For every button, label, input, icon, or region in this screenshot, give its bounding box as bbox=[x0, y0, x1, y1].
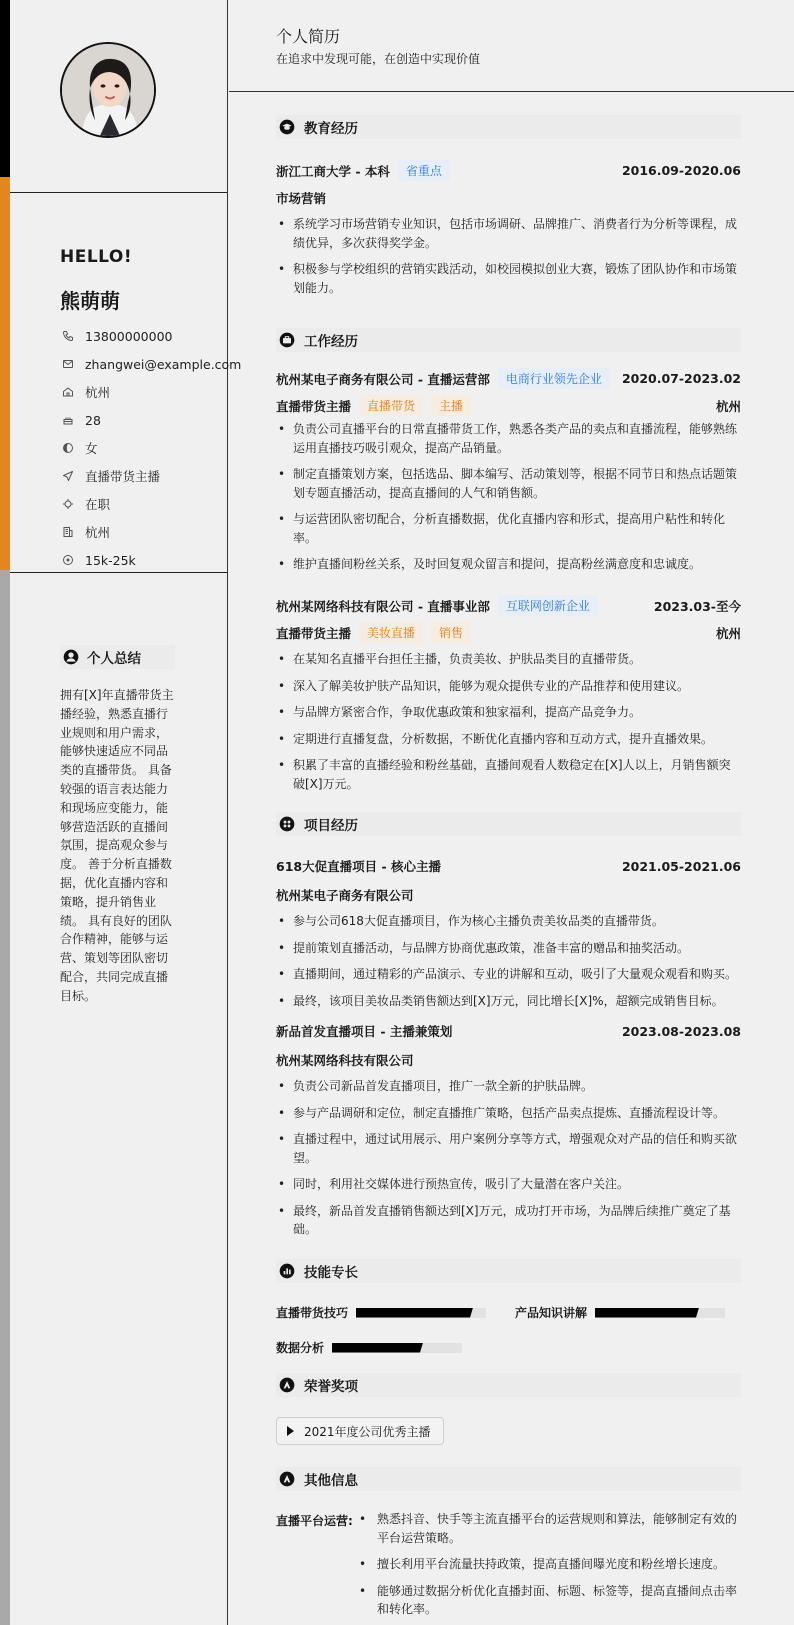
job-1-role-row bbox=[276, 395, 741, 416]
education-title: 教育经历 bbox=[304, 121, 358, 137]
page-title: 个人简历 bbox=[276, 27, 341, 46]
info-age bbox=[60, 406, 241, 434]
job-1-tag: 主播 bbox=[431, 395, 471, 416]
info-phone-text: 13800000000 bbox=[85, 328, 173, 344]
info-city bbox=[60, 378, 241, 406]
education-tag: 省重点 bbox=[398, 160, 450, 181]
briefcase-icon bbox=[279, 332, 295, 348]
job-1-company: 杭州某电子商务有限公司 - 直播运营部 bbox=[276, 371, 490, 387]
list-item: • 负责公司新品首发直播项目，推广一款全新的护肤品牌。 bbox=[276, 1077, 741, 1096]
info-work-city bbox=[60, 518, 241, 546]
list-item: • 参与公司618大促直播项目，作为核心主播负责美妆品类的直播带货。 bbox=[276, 912, 741, 931]
skills-title: 技能专长 bbox=[304, 1265, 358, 1281]
other-label: 直播平台运营: bbox=[276, 1514, 353, 1528]
list-item: • 擅长利用平台流量扶持政策，提高直播间曝光度和粉丝增长速度。 bbox=[357, 1555, 741, 1574]
list-item: • 最终，新品首发直播销售额达到[X]万元，成功打开市场，为品牌后续推广奠定了基础。 bbox=[276, 1202, 741, 1239]
education-date: 2016.09-2020.06 bbox=[621, 163, 741, 178]
info-email-text: zhangwei@example.com bbox=[85, 356, 242, 372]
list-item: • 直播期间，通过精彩的产品演示、专业的讲解和互动，吸引了大量观众观看和购买。 bbox=[276, 965, 741, 984]
list-item: • 与运营团队密切配合，分析直播数据，优化直播内容和形式，提高用户粘性和转化率。 bbox=[276, 510, 741, 547]
list-item: • 维护直播间粉丝关系，及时回复观众留言和提问，提高粉丝满意度和忠诚度。 bbox=[276, 555, 741, 574]
honors-heading bbox=[276, 1373, 741, 1397]
skill-bar-fill bbox=[332, 1343, 423, 1353]
skill-item bbox=[276, 1339, 462, 1356]
award-icon bbox=[279, 1377, 295, 1393]
skill-bar bbox=[595, 1308, 725, 1318]
summary-title: 个人总结 bbox=[87, 651, 141, 667]
info-status-text: 在职 bbox=[85, 497, 111, 512]
building-icon bbox=[60, 524, 76, 540]
job-1-row bbox=[276, 368, 741, 389]
job-1-date: 2020.07-2023.02 bbox=[621, 371, 741, 386]
accent-bar-black bbox=[0, 0, 10, 177]
home-icon bbox=[60, 384, 76, 400]
accent-bar-gray bbox=[0, 570, 10, 1625]
list-item: • 负责公司直播平台的日常直播带货工作，熟悉各类产品的卖点和直播流程，能够熟练运用直播技巧吸引观众，提高产品销量。 bbox=[276, 420, 741, 457]
cake-icon bbox=[60, 412, 76, 428]
page-header bbox=[229, 0, 794, 92]
job-2-row bbox=[276, 595, 741, 616]
list-item: • 最终，该项目美妆品类销售额达到[X]万元，同比增长[X]%，超额完成销售目标。 bbox=[276, 992, 741, 1011]
info-salary-text: 15k-25k bbox=[85, 552, 136, 568]
project-2-bullets bbox=[276, 1077, 741, 1247]
job-2-date: 2023.03-至今 bbox=[653, 598, 741, 614]
project-2-row bbox=[276, 1022, 741, 1040]
list-item: • 定期进行直播复盘，分析数据，不断优化直播内容和互动方式，提升直播效果。 bbox=[276, 730, 741, 749]
project-2-date: 2023.08-2023.08 bbox=[621, 1023, 741, 1039]
info-work-city-text: 杭州 bbox=[85, 525, 111, 540]
honor-item-text: 2021年度公司优秀主播 bbox=[304, 1424, 431, 1439]
project-2-org: 杭州某网络科技有限公司 bbox=[276, 1053, 414, 1068]
status-icon bbox=[60, 496, 76, 512]
job-2-bullets bbox=[276, 650, 741, 801]
education-major: 市场营销 bbox=[276, 191, 327, 206]
job-2-role-row bbox=[276, 622, 741, 643]
skill-item bbox=[276, 1304, 486, 1321]
phone-icon bbox=[60, 328, 76, 344]
info-icon bbox=[279, 1471, 295, 1487]
list-item: • 制定直播策划方案，包括选品、脚本编写、活动策划等，根据不同节日和热点话题策划专题直播活动，提高直播间的人气和销售额。 bbox=[276, 465, 741, 502]
summary-heading bbox=[60, 645, 175, 669]
list-item: • 同时，利用社交媒体进行预热宣传，吸引了大量潜在客户关注。 bbox=[276, 1175, 741, 1194]
project-1-name: 618大促直播项目 - 核心主播 bbox=[276, 859, 441, 874]
triangle-right-icon bbox=[287, 1426, 294, 1436]
job-2-company: 杭州某网络科技有限公司 - 直播事业部 bbox=[276, 598, 490, 614]
main-content bbox=[229, 0, 794, 1625]
job-2-tag: 美妆直播 bbox=[359, 622, 423, 643]
work-heading bbox=[276, 328, 741, 352]
info-phone bbox=[60, 322, 241, 350]
sidebar-divider bbox=[10, 572, 227, 573]
project-1-org: 杭州某电子商务有限公司 bbox=[276, 888, 414, 903]
job-2-company-tag: 互联网创新企业 bbox=[498, 595, 598, 616]
job-1-role: 直播带货主播 bbox=[276, 398, 352, 414]
contact-info-list bbox=[60, 322, 241, 574]
project-2-name: 新品首发直播项目 - 主播兼策划 bbox=[276, 1024, 453, 1039]
avatar bbox=[60, 42, 156, 138]
skill-bar-fill bbox=[356, 1308, 473, 1318]
gender-icon bbox=[60, 440, 76, 456]
project-1-date: 2021.05-2021.06 bbox=[621, 858, 741, 874]
info-email bbox=[60, 350, 241, 378]
skill-name: 数据分析 bbox=[276, 1341, 325, 1355]
job-1-tag: 直播带货 bbox=[359, 395, 423, 416]
job-2-tag: 销售 bbox=[431, 622, 471, 643]
send-icon bbox=[60, 468, 76, 484]
info-position bbox=[60, 462, 241, 490]
info-gender bbox=[60, 434, 241, 462]
list-item: • 系统学习市场营销专业知识，包括市场调研、品牌推广、消费者行为分析等课程，成绩优异，多次获得奖学金。 bbox=[276, 215, 741, 252]
info-city-text: 杭州 bbox=[85, 385, 111, 400]
list-item: • 能够通过数据分析优化直播封面、标题、标签等，提高直播间点击率和转化率。 bbox=[357, 1582, 741, 1619]
user-icon bbox=[63, 649, 79, 665]
other-heading bbox=[276, 1467, 741, 1491]
job-2-city: 杭州 bbox=[715, 625, 741, 641]
other-bullets bbox=[357, 1510, 741, 1625]
list-item: • 积累了丰富的直播经验和粉丝基础，直播间观看人数稳定在[X]人以上，月销售额突破[X]万元。 bbox=[276, 756, 741, 793]
list-item: • 直播过程中，通过试用展示、用户案例分享等方式，增强观众对产品的信任和购买欲望。 bbox=[276, 1130, 741, 1167]
skill-name: 产品知识讲解 bbox=[515, 1306, 588, 1320]
job-2-role: 直播带货主播 bbox=[276, 625, 352, 641]
projects-title: 项目经历 bbox=[304, 818, 358, 834]
skills-heading bbox=[276, 1259, 741, 1283]
list-item: • 深入了解美妆护肤产品知识，能够为观众提供专业的产品推荐和使用建议。 bbox=[276, 677, 741, 696]
bar-chart-icon bbox=[279, 1263, 295, 1279]
education-heading bbox=[276, 115, 741, 139]
education-bullets bbox=[276, 215, 741, 305]
list-item: • 在某知名直播平台担任主播，负责美妆、护肤品类目的直播带货。 bbox=[276, 650, 741, 669]
info-position-text: 直播带货主播 bbox=[85, 469, 161, 484]
education-school: 浙江工商大学 - 本科 bbox=[276, 163, 390, 179]
skill-bar bbox=[332, 1343, 462, 1353]
page-subtitle: 在追求中发现可能，在创造中实现价值 bbox=[276, 52, 481, 66]
project-1-bullets bbox=[276, 912, 741, 1018]
project-1-row bbox=[276, 857, 741, 875]
skill-bar bbox=[356, 1308, 486, 1318]
projects-heading bbox=[276, 812, 741, 836]
accent-bar-orange bbox=[0, 177, 10, 570]
sidebar bbox=[0, 0, 242, 1625]
other-title: 其他信息 bbox=[304, 1473, 358, 1489]
list-item: • 参与产品调研和定位，制定直播推广策略，包括产品卖点提炼、直播流程设计等。 bbox=[276, 1104, 741, 1123]
sidebar-divider bbox=[10, 192, 227, 193]
list-item: • 与品牌方紧密合作，争取优惠政策和独家福利，提高产品竞争力。 bbox=[276, 703, 741, 722]
list-item: • 提前策划直播活动，与品牌方协商优惠政策，准备丰富的赠品和抽奖活动。 bbox=[276, 939, 741, 958]
skill-item bbox=[515, 1304, 725, 1321]
hello-heading: HELLO! bbox=[60, 247, 133, 267]
skill-name: 直播带货技巧 bbox=[276, 1306, 349, 1320]
work-title: 工作经历 bbox=[304, 334, 358, 350]
honor-item[interactable] bbox=[276, 1417, 444, 1445]
job-1-company-tag: 电商行业领先企业 bbox=[498, 368, 610, 389]
profile-name: 熊萌萌 bbox=[60, 289, 120, 313]
list-item: • 熟悉抖音、快手等主流直播平台的运营规则和算法，能够制定有效的平台运营策略。 bbox=[357, 1510, 741, 1547]
info-gender-text: 女 bbox=[85, 441, 98, 456]
graduation-cap-icon bbox=[279, 119, 295, 135]
info-salary bbox=[60, 546, 241, 574]
summary-text: 拥有[X]年直播带货主播经验，熟悉直播行业规则和用户需求，能够快速适应不同品类的直播带货。 具备较强的语言表达能力和现场应变能力，能够营造活跃的直播间氛围，提高观众参与度。 善于分析直播数据，优化直播内容和策略，提升销售业绩。 具有良好的团队合作精神，能够与运营、策划等团队密切配合，共同完成直播目标。 bbox=[60, 688, 174, 1003]
grid-icon bbox=[279, 816, 295, 832]
job-1-city: 杭州 bbox=[715, 398, 741, 414]
coin-icon bbox=[60, 552, 76, 568]
skill-bar-fill bbox=[595, 1308, 699, 1318]
education-row bbox=[276, 160, 741, 181]
list-item: • 积极参与学校组织的营销实践活动，如校园模拟创业大赛，锻炼了团队协作和市场策划能力。 bbox=[276, 260, 741, 297]
info-status bbox=[60, 490, 241, 518]
honors-title: 荣誉奖项 bbox=[304, 1379, 358, 1395]
mail-icon bbox=[60, 356, 76, 372]
info-age-text: 28 bbox=[85, 412, 101, 428]
job-1-bullets bbox=[276, 420, 741, 582]
